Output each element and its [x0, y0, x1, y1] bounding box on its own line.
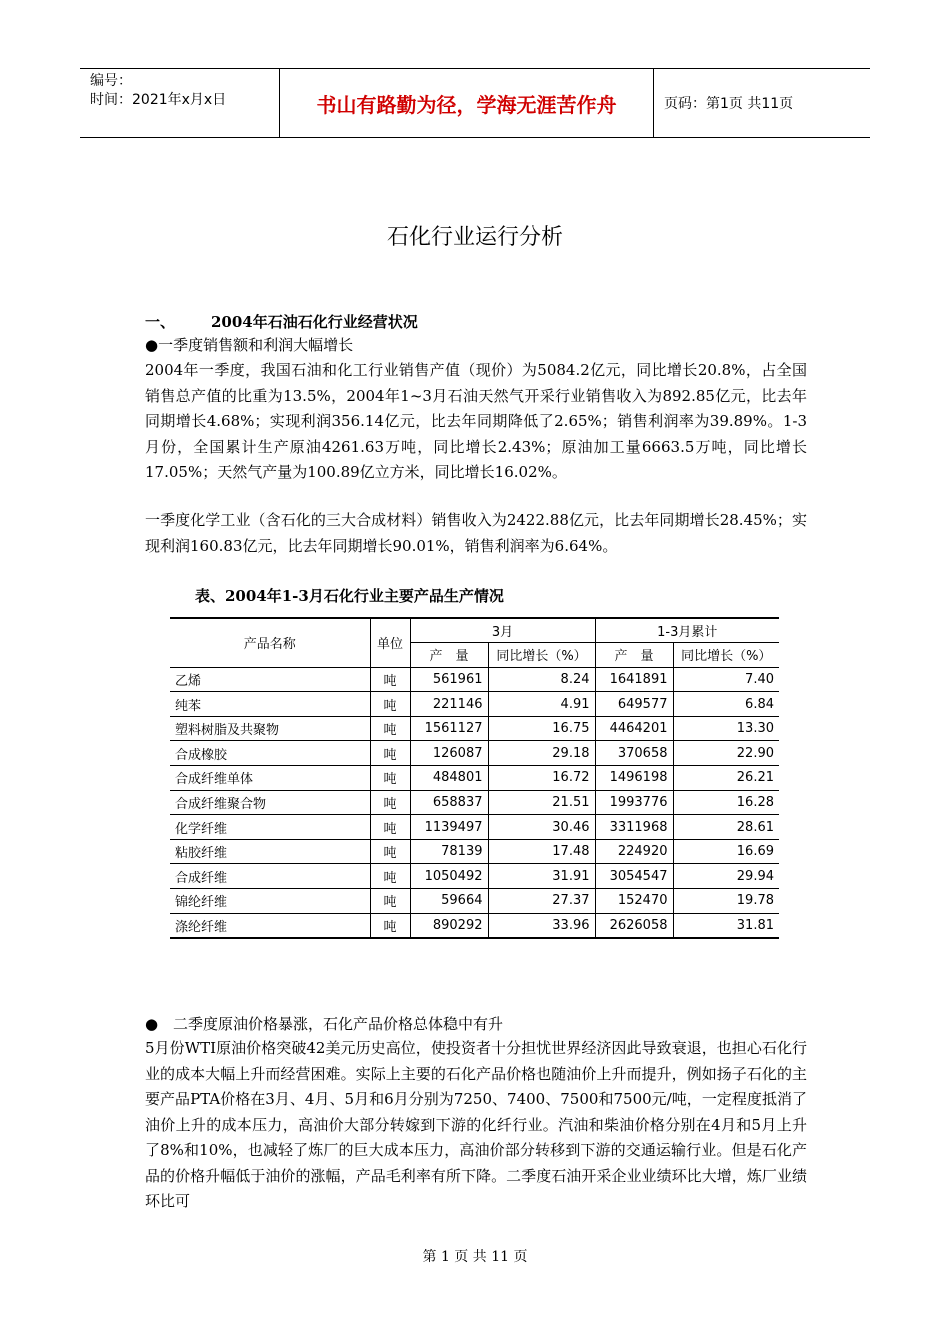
table-row: [170, 667, 779, 692]
table-row: [170, 790, 779, 815]
table-row: [170, 815, 779, 840]
table-row: [170, 741, 779, 766]
col-header-march-growth: 同比增长（%）: [488, 643, 595, 668]
paragraph-1: 2004年一季度，我国石油和化工行业销售产值（现价）为5084.2亿元，同比增长20.8%，占全国销售总产值的比重为13.5%，2004年1~3月石油天然气开采行业销售收入为892.85亿元，比去年同期增长4.68%；实现利润356.14亿元，比去年同期降低了2.65%；销售利润率为39.89%。1-3月份，全国累计生产原油4261.63万吨，同比增长2.43%；原油加工量6663.5万吨，同比增长17.05%；天然气产量为100.89亿立方米，同比增长16.02%。: [145, 361, 807, 481]
cumulative-output-cell: 224920: [595, 839, 673, 864]
cumulative-output-cell: 1993776: [595, 790, 673, 815]
unit-cell: 吨: [370, 667, 410, 692]
march-growth-cell: 17.48: [488, 839, 595, 864]
production-table: [170, 617, 779, 939]
march-output-cell: 484801: [410, 766, 488, 791]
section-title: 2004年石油石化行业经营状况: [211, 313, 418, 331]
cumulative-output-cell: 1641891: [595, 667, 673, 692]
cumulative-growth-cell: 29.94: [673, 864, 779, 889]
unit-cell: 吨: [370, 741, 410, 766]
product-name-cell: 合成橡胶: [170, 741, 370, 766]
march-output-cell: 78139: [410, 839, 488, 864]
document-title: 石化行业运行分析: [386, 225, 563, 250]
header-motto: 书山有路勤为径，学海无涯苦作舟: [280, 69, 654, 137]
unit-cell: 吨: [370, 889, 410, 914]
col-header-cum-output: 产 量: [595, 643, 673, 668]
bullet-mark: ●: [145, 1015, 159, 1033]
cumulative-growth-cell: 28.61: [673, 815, 779, 840]
march-growth-cell: 29.18: [488, 741, 595, 766]
product-name-cell: 粘胶纤维: [170, 839, 370, 864]
product-name-cell: 合成纤维: [170, 864, 370, 889]
march-output-cell: 561961: [410, 667, 488, 692]
march-growth-cell: 16.75: [488, 716, 595, 741]
cumulative-growth-cell: 26.21: [673, 766, 779, 791]
cumulative-output-cell: 152470: [595, 889, 673, 914]
cumulative-growth-cell: 13.30: [673, 716, 779, 741]
cumulative-output-cell: 3311968: [595, 815, 673, 840]
cumulative-growth-cell: 31.81: [673, 913, 779, 938]
paragraph-2: 一季度化学工业（含石化的三大合成材料）销售收入为2422.88亿元，比去年同期增长28.45%；实现利润160.83亿元，比去年同期增长90.01%，销售利润率为6.64%。: [145, 511, 807, 555]
product-name-cell: 乙烯: [170, 667, 370, 692]
table-row: [170, 692, 779, 717]
section2-heading: 二季度原油价格暴涨，石化产品价格总体稳中有升: [173, 1015, 504, 1033]
product-name-cell: 合成纤维单体: [170, 766, 370, 791]
section-number: 一、: [145, 313, 176, 331]
product-name-cell: 合成纤维聚合物: [170, 790, 370, 815]
unit-cell: 吨: [370, 692, 410, 717]
march-growth-cell: 21.51: [488, 790, 595, 815]
unit-cell: 吨: [370, 815, 410, 840]
unit-cell: 吨: [370, 913, 410, 938]
unit-cell: 吨: [370, 716, 410, 741]
cumulative-growth-cell: 19.78: [673, 889, 779, 914]
number-label: 编号：: [90, 73, 132, 89]
product-name-cell: 涤纶纤维: [170, 913, 370, 938]
march-output-cell: 890292: [410, 913, 488, 938]
march-growth-cell: 4.91: [488, 692, 595, 717]
march-output-cell: 658837: [410, 790, 488, 815]
product-name-cell: 纯苯: [170, 692, 370, 717]
table-row: [170, 766, 779, 791]
table-caption: 表、2004年1-3月石化行业主要产品生产情况: [195, 587, 504, 605]
march-output-cell: 1139497: [410, 815, 488, 840]
col-header-name: 产品名称: [170, 618, 370, 667]
col-header-unit: 单位: [370, 618, 410, 667]
march-output-cell: 59664: [410, 889, 488, 914]
bullet-heading-2: [145, 1013, 503, 1034]
bullet-heading: ●一季度销售额和利润大幅增长: [145, 336, 354, 354]
march-growth-cell: 8.24: [488, 667, 595, 692]
cumulative-output-cell: 1496198: [595, 766, 673, 791]
time-label: 时间：2021年x月x日: [90, 92, 227, 108]
table-row: [170, 716, 779, 741]
col-header-march: 3月: [410, 618, 595, 643]
page-header: [80, 68, 870, 138]
table-row: [170, 889, 779, 914]
march-output-cell: 1561127: [410, 716, 488, 741]
table-row: [170, 839, 779, 864]
march-growth-cell: 33.96: [488, 913, 595, 938]
col-header-march-output: 产 量: [410, 643, 488, 668]
cumulative-output-cell: 2626058: [595, 913, 673, 938]
cumulative-output-cell: 4464201: [595, 716, 673, 741]
unit-cell: 吨: [370, 864, 410, 889]
unit-cell: 吨: [370, 766, 410, 791]
cumulative-growth-cell: 16.69: [673, 839, 779, 864]
header-meta: [80, 69, 280, 137]
march-output-cell: 126087: [410, 741, 488, 766]
march-growth-cell: 16.72: [488, 766, 595, 791]
table-row: [170, 864, 779, 889]
march-growth-cell: 27.37: [488, 889, 595, 914]
header-page-label: 页码：第1页 共11页: [664, 96, 794, 112]
cumulative-growth-cell: 16.28: [673, 790, 779, 815]
col-header-cum-growth: 同比增长（%）: [673, 643, 779, 668]
cumulative-growth-cell: 6.84: [673, 692, 779, 717]
unit-cell: 吨: [370, 839, 410, 864]
march-growth-cell: 31.91: [488, 864, 595, 889]
march-growth-cell: 30.46: [488, 815, 595, 840]
paragraph-3: 5月份WTI原油价格突破42美元历史高位，使投资者十分担忧世界经济因此导致衰退，也担心石化行业的成本大幅上升而经营困难。实际上主要的石化产品价格也随油价上升而提升，例如扬子石化的主要产品PTA价格在3月、4月、5月和6月分别为7250、7400、7500和7500元/吨，一定程度抵消了油价上升的成本压力，高油价大部分转嫁到下游的化纤行业。汽油和柴油价格分别在4月和5月上升了8%和10%，也减轻了炼厂的巨大成本压力，高油价部分转移到下游的交通运输行业。但是石化产品的价格升幅低于油价的涨幅，产品毛利率有所下降。二季度石油开采企业业绩环比大增，炼厂业绩环比可: [145, 1039, 807, 1210]
product-name-cell: 锦纶纤维: [170, 889, 370, 914]
cumulative-growth-cell: 7.40: [673, 667, 779, 692]
march-output-cell: 221146: [410, 692, 488, 717]
unit-cell: 吨: [370, 790, 410, 815]
section-heading: [145, 311, 418, 332]
cumulative-output-cell: 3054547: [595, 864, 673, 889]
cumulative-growth-cell: 22.90: [673, 741, 779, 766]
cumulative-output-cell: 649577: [595, 692, 673, 717]
page-footer: 第 1 页 共 11 页: [422, 1249, 528, 1265]
product-name-cell: 塑料树脂及共聚物: [170, 716, 370, 741]
col-header-cumulative: 1-3月累计: [595, 618, 779, 643]
product-name-cell: 化学纤维: [170, 815, 370, 840]
march-output-cell: 1050492: [410, 864, 488, 889]
cumulative-output-cell: 370658: [595, 741, 673, 766]
table-row: [170, 913, 779, 938]
